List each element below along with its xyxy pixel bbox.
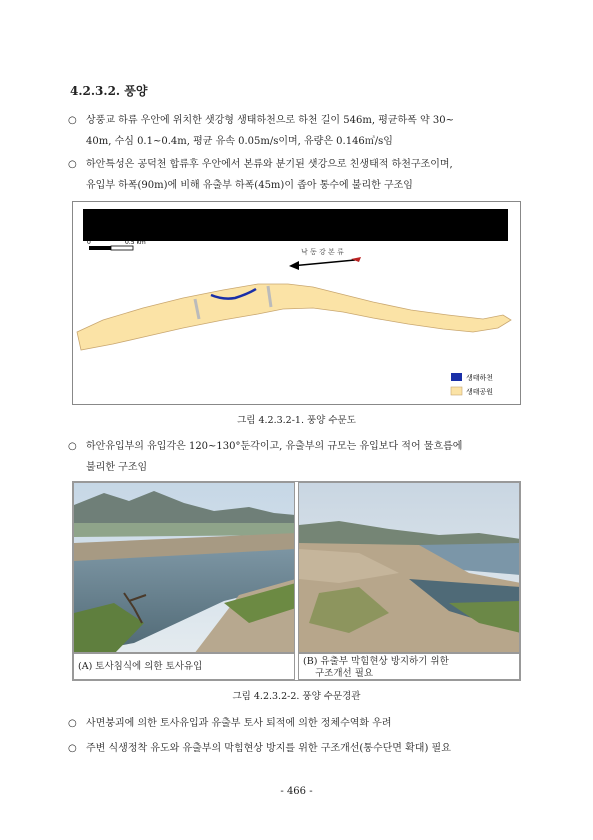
- legend-label-park: 생태공원: [466, 388, 494, 396]
- figure-caption-2: 그림 4.2.3.2-2. 풍양 수문경관: [232, 691, 361, 702]
- bullet-mark: ○: [68, 743, 77, 754]
- photo-a: [73, 482, 295, 653]
- bullet-river-spec: [68, 110, 526, 152]
- hydrology-map: [72, 201, 521, 405]
- photo-b-caption-line2: 구조개선 필요: [315, 668, 374, 679]
- section-heading: 4.2.3.2. 풍양: [70, 84, 148, 98]
- bullet-text-line1: 상풍교 하류 우안에 위치한 샛강형 생태하천으로 하천 길이 546m, 평균하폭 약 30~: [86, 115, 454, 126]
- photo-b-image: [299, 483, 520, 653]
- bullet-text-line2: 유입부 하폭(90m)에 비해 유출부 하폭(45m)이 좁아 통수에 불리한 구조임: [86, 180, 413, 191]
- photo-b-caption: [298, 653, 520, 680]
- redacted-title-bar: [83, 209, 508, 241]
- bullet-concern: [68, 713, 526, 734]
- bullet-text: 주변 식생정착 유도와 유출부의 막힘현상 방지를 위한 구조개선(통수단면 확대) 필요: [86, 743, 451, 754]
- page-number: - 466 -: [280, 786, 313, 797]
- bullet-inflow-angle: [68, 436, 526, 478]
- bullet-improvement: [68, 738, 526, 759]
- scale-start-label: 0: [87, 239, 91, 246]
- bullet-text-line2: 40m, 수심 0.1~0.4m, 평균 유속 0.05m/s이며, 유량은 0.146㎥/s임: [86, 136, 393, 147]
- scale-bar-black: [89, 246, 111, 250]
- map-svg: [73, 202, 520, 404]
- photo-a-caption: [73, 653, 295, 680]
- legend-label-stream: 생태하천: [466, 374, 494, 382]
- legend-swatch-stream: [451, 373, 462, 381]
- bullet-text-line2: 불리한 구조임: [86, 462, 148, 473]
- bullet-mark: ○: [68, 441, 77, 452]
- photo-b-caption-line1: (B) 유출부 막힘현상 방지하기 위한: [303, 656, 449, 667]
- bullet-text: 사면붕괴에 의한 토사유입과 유출부 토사 퇴적에 의한 정체수역화 우려: [86, 718, 392, 729]
- flow-arrow-head: [289, 261, 299, 270]
- flow-arrow-line: [291, 260, 355, 266]
- bullet-bank-characteristics: [68, 154, 526, 196]
- photo-b: [298, 482, 520, 653]
- bullet-mark: ○: [68, 159, 77, 170]
- photo-a-image: [74, 483, 295, 653]
- bullet-mark: ○: [68, 115, 77, 126]
- flow-label: 낙 동 강 본 류: [301, 248, 344, 256]
- flow-arrow-tail: [351, 257, 361, 262]
- scale-bar-white: [111, 246, 133, 250]
- photo-a-caption-text: (A) 토사침식에 의한 토사유입: [78, 661, 203, 672]
- bullet-text-line1: 하안유입부의 유입각은 120~130°둔각이고, 유출부의 규모는 유입보다 적어 물흐름에: [86, 441, 463, 452]
- legend-swatch-park: [451, 387, 462, 395]
- scale-end-label: 0.5 km: [125, 239, 146, 246]
- figure-caption-1: 그림 4.2.3.2-1. 풍양 수문도: [237, 415, 356, 426]
- bullet-mark: ○: [68, 718, 77, 729]
- photo-grid: [72, 481, 521, 681]
- bullet-text-line1: 하안특성은 공덕천 합류후 우안에서 본류와 분기된 샛강으로 친생태적 하천구조이며,: [86, 159, 453, 170]
- ecological-park-area: [77, 284, 511, 350]
